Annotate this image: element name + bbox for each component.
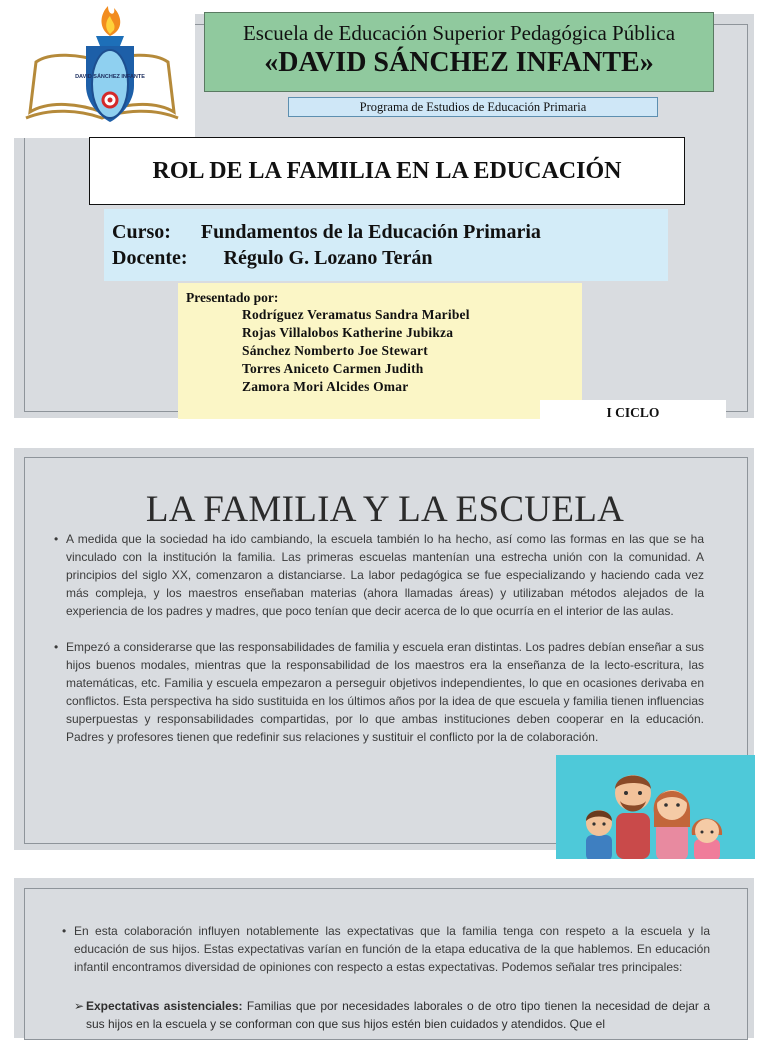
cycle-label: I CICLO (540, 400, 726, 424)
paragraph-text: Empezó a considerarse que las responsabilidades de familia y escuela eran distintas. Los padres debían enseñar a sus hijos buenos modales, mientras que la responsabilidad de los maestros era la enseñanza de la lecto-escritura, las matemáticas, etc. Familia y escuela empezaron a perseguir objetivos independientes, lo que en ocasiones derivaba en conflictos. Esta perspectiva ha sido sustituida en los últimos años por la idea de que escuela y familia tienen influencias superpuestas y responsabilidades compartidas, por lo que ambas instituciones deben cooperar en la educación. Padres y profesores tienen que redefinir sus relaciones y sustituir el conflicto por la de colaboración. (66, 640, 704, 744)
torch-book-emblem-icon (10, 0, 195, 138)
bullet-icon: • (62, 924, 67, 938)
expectation-text: Familias que por necesidades laborales o de otro tipo tienen la necesidad de dejar a sus hijos en la escuela y se conforman con que sus hijos estén bien cuidados y atendidos. Que el (86, 999, 710, 1031)
slide-paragraph (62, 922, 710, 976)
presenter-name: Zamora Mori Alcides Omar (242, 379, 409, 394)
presenter-name: Sánchez Nomberto Joe Stewart (242, 343, 428, 358)
family-illustration (556, 755, 755, 859)
bullet-icon: • (54, 532, 59, 546)
teacher-value: Régulo G. Lozano Terán (223, 247, 433, 269)
family-icon (556, 755, 755, 859)
paragraph-text: En esta colaboración influyen notablemente las expectativas que la familia tenga con respeto a la escuela y la educación de sus hijos. Estas expectativas varían en función de la etapa educativa de la que hablemos. En educación infantil encontramos diversidad de opiniones con respecto a estas expectativas. Podemos señalar tres principales: (74, 924, 710, 974)
course-info (104, 209, 668, 281)
school-logo (10, 0, 195, 138)
course-label: Curso: (112, 221, 171, 243)
presented-by-label: Presentado por: (186, 290, 279, 305)
school-name-line2: «DAVID SÁNCHEZ INFANTE» (264, 47, 654, 78)
teacher-row (112, 247, 432, 270)
presenter-name: Rodríguez Veramatus Sandra Maribel (242, 307, 470, 322)
slide-paragraph (54, 530, 704, 620)
program-label: Programa de Estudios de Educación Primaria (288, 97, 658, 117)
presenter-name: Rojas Villalobos Katherine Jubikza (242, 325, 454, 340)
bullet-icon: • (54, 640, 59, 654)
course-value: Fundamentos de la Educación Primaria (200, 221, 541, 243)
expectation-item (74, 997, 710, 1033)
svg-text:DAVID SÁNCHEZ INFANTE: DAVID SÁNCHEZ INFANTE (75, 74, 145, 80)
expectation-title: Expectativas asistenciales: (86, 999, 243, 1013)
slide-paragraph (54, 638, 704, 746)
school-name-banner (204, 12, 714, 92)
presenters-box (178, 283, 582, 419)
school-name-line1: Escuela de Educación Superior Pedagógica Pública (242, 21, 676, 45)
document-title: ROL DE LA FAMILIA EN LA EDUCACIÓN (89, 137, 685, 205)
arrow-bullet-icon: ➢ (74, 999, 85, 1013)
teacher-label: Docente: (112, 247, 188, 269)
slide-title: LA FAMILIA Y LA ESCUELA (145, 489, 625, 530)
paragraph-text: A medida que la sociedad ha ido cambiando, la escuela también lo ha hecho, así como las formas en las que se ha vinculado con la institución la familia. Las primeras escuelas mantenían una estrecha unión con la comunidad. A principios del siglo XX, comenzaron a distanciarse. La labor pedagógica se fue especializando y haciendo cada vez más compleja, y los maestros enseñaban materias (ahora llamadas áreas) y utilizaban métodos alejados de la experiencia de los padres y madres, que poco tenían que decir acerca de lo que ocurría en el interior de las aulas. (66, 532, 704, 618)
presenter-name: Torres Aniceto Carmen Judith (242, 361, 424, 376)
course-row (112, 221, 541, 244)
